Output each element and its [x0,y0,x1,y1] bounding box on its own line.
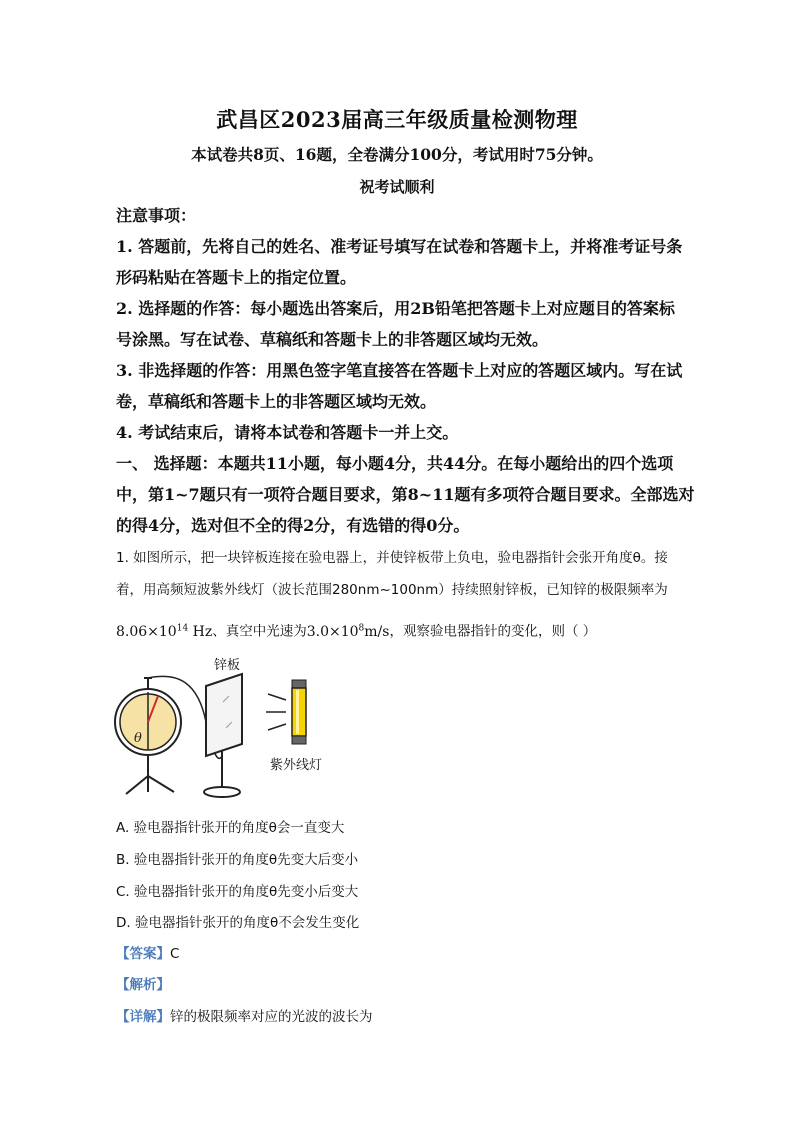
option-b: B. 验电器指针张开的角度θ先变大后变小 [116,852,359,868]
light-speed-value: $3.0\times 10^8m/s$ [306,623,390,640]
detail-text: 锌的极限频率对应的光波的波长为 [170,1009,373,1025]
theta-label: θ [134,731,142,746]
notes-line: 3. 非选择题的作答：用黑色签字笔直接答在答题卡上对应的答题区域内。写在试 [116,361,683,380]
option-c: C. 验电器指针张开的角度θ先变小后变大 [116,884,359,900]
notes-line: 形码粘贴在答题卡上的指定位置。 [116,268,357,287]
section-header-line: 中，第1~7题只有一项符合题目要求，第8~11题有多项符合题目要求。全部选对 [116,485,695,504]
uv-lamp [292,680,306,744]
section-header-line: 的得4分，选对但不全的得2分，有选错的得0分。 [116,516,470,535]
detail-line [116,1007,373,1027]
answer-label: 【答案】 [116,946,170,962]
question-stem-line: 1. 如图所示，把一块锌板连接在验电器上，并使锌板带上负电，验电器指针会张开角度θ。接 [116,550,668,566]
detail-label: 【详解】 [116,1009,170,1025]
blessing-text: 祝考试顺利 [359,178,435,196]
notes-line: 1. 答题前，先将自己的姓名、准考证号填写在试卷和答题卡上，并将准考证号条 [116,237,683,256]
option-d: D. 验电器指针张开的角度θ不会发生变化 [116,915,360,931]
notes-line: 2. 选择题的作答：每小题选出答案后，用2B铅笔把答题卡上对应题目的答案标 [116,299,675,318]
section-header-line: 一、 选择题：本题共11小题，每小题4分，共44分。在每小题给出的四个选项 [116,454,674,473]
electroscope [115,678,181,794]
frequency-value: $8.06\times 10^{14}$ Hz [116,623,213,640]
question-stem-line: $8.06\times 10^{14}$ Hz、真空中光速为$3.0\times 10^8m/s$，观察验电器指针的变化，则（ ） [116,623,597,640]
zinc-plate-label: 锌板 [214,658,241,673]
answer-value: C [170,946,180,962]
notes-line: 卷，草稿纸和答题卡上的非答题区域均无效。 [116,392,437,411]
option-a: A. 验电器指针张开的角度θ会一直变大 [116,820,345,836]
analysis-label: 【解析】 [116,977,170,993]
answer-line [116,944,179,964]
page-title: 武昌区2023届高三年级质量检测物理 [216,107,578,132]
exam-info: 本试卷共8页、16题，全卷满分100分，考试用时75分钟。 [191,145,603,164]
notes-line: 号涂黑。写在试卷、草稿纸和答题卡上的非答题区域均无效。 [116,330,549,349]
uv-lamp-label: 紫外线灯 [270,758,323,773]
question-stem-line: 着，用高频短波紫外线灯（波长范围280nm~100nm）持续照射锌板，已知锌的极限频率为 [116,582,668,598]
uv-light-rays [266,694,286,730]
experiment-figure [108,652,348,804]
electroscope-setup-diagram [108,652,348,804]
notes-heading: 注意事项： [116,206,197,225]
notes-line: 4. 考试结束后，请将本试卷和答题卡一并上交。 [116,423,459,442]
analysis-line [116,975,170,995]
zinc-plate [204,674,242,797]
